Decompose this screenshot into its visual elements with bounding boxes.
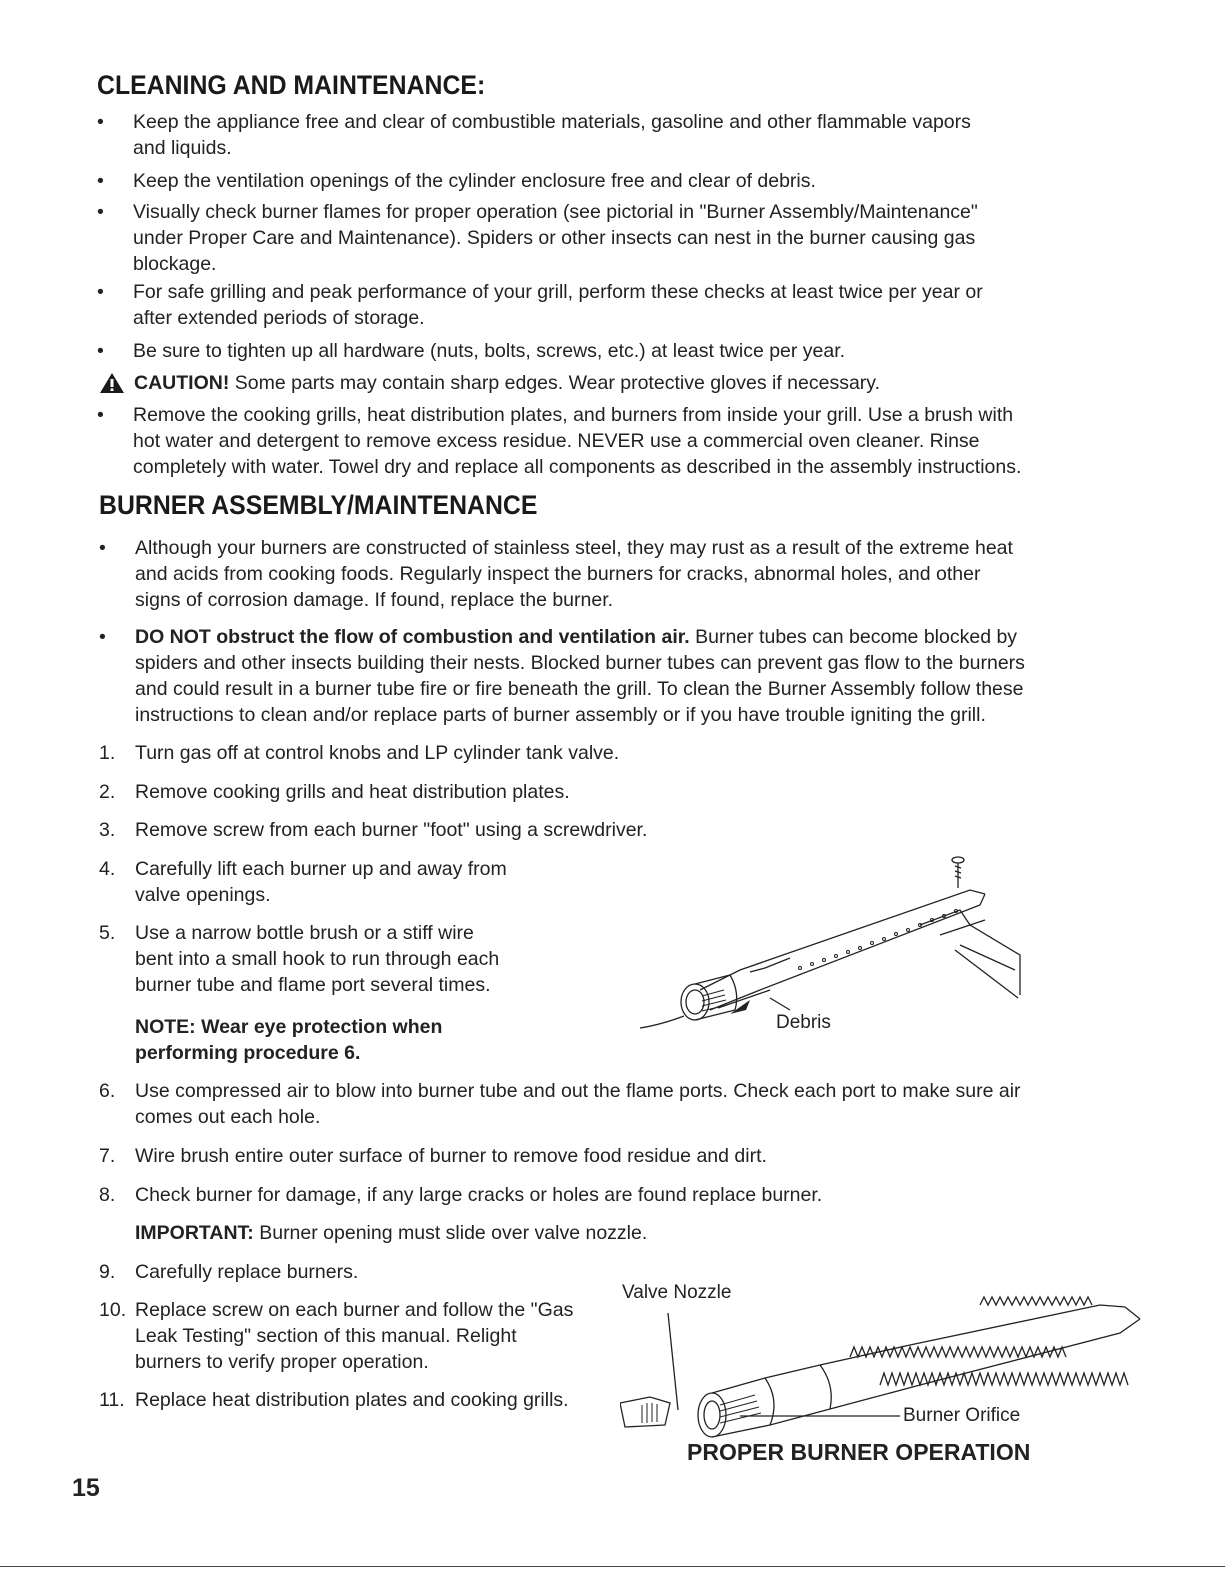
cleaning-heading: CLEANING AND MAINTENANCE: [97,70,486,100]
figure-caption: PROPER BURNER OPERATION [687,1439,1031,1465]
step-number: 4. [99,858,116,880]
step-text: Check burner for damage, if any large cracks or holes are found replace burner. [135,1184,823,1206]
caution-text: Some parts may contain sharp edges. Wear protective gloves if necessary. [229,372,880,394]
valve-nozzle-label: Valve Nozzle [622,1282,732,1303]
caution-line [134,370,880,396]
important-label: IMPORTANT: [135,1222,254,1244]
burner-orifice-label: Burner Orifice [903,1405,1021,1426]
step-number: 5. [99,922,116,944]
step-number: 1. [99,742,116,764]
burner-cleaning-illustration [640,850,1040,1050]
manual-page: CLEANING AND MAINTENANCE: • Keep the appliance free and clear of combustible materials, gasoline and other flammable vapors and liquids. • Keep the ventilation openings of the cylinder enclosure free and clear of debris. • Visually check burner flames for proper operation (see pictorial in "Burner Assembly/Maintenance" under Proper Care and Maintenance). Spiders or other insects can nest in the burner causing gas blockage. • For safe grilling and peak performance of your grill, perform these checks at least twice per year or after extended periods of storage. • Be sure to tighten up all hardware (nuts, bolts, screws, etc.) at least twice per year. CAUTION! Some parts may contain sharp edges. Wear protective gloves if necessary. • Remove the cooking grills, heat distribution plates, and burners from inside your grill. Use a brush with hot water and detergent to remove excess residue. NEVER use a commercial oven cleaner. Rinse completely with water. Towel dry and replace all components as described in the assembly instructions. BURNER ASSEMBLY/MAINTENANCE • Although your burners are constructed of stainless steel, they may rust as a result of the extreme heat and acids from cooking foods. Regularly inspect the burners for cracks, abnormal holes, and other signs of corrosion damage. If found, replace the burner. • DO NOT obstruct the flow of combustion and ventilation air. Burner tubes can become blocked by spiders and other insects building their nests. Blocked burner tubes can prevent gas flow to the burners and could result in a burner tube fire or fire beneath the grill. To clean the Burner Assembly follow these instructions to clean and/or replace parts of burner assembly or if you have trouble igniting the grill. 1. Turn gas off at control knobs and LP cylinder tank valve. 2. Remove cooking grills and heat distribution plates. 3. Remove screw from each burner "foot" using a screwdriver. 4. Carefully lift each burner up and away from valve openings. 5. Use a narrow bottle brush or a stiff wire bent into a small hook to run through each burner tube and flame port several times. NOTE: Wear eye protection when performing procedure 6. 6. Use compressed air to blow into burner tube and out the flame ports. Check each port to make sure air comes out each hole. 7. Wire brush entire outer surface of burner to remove food residue and dirt. 8. Check burner for damage, if any large cracks or holes are found replace burner. IMPORTANT: Burner opening must slide over valve nozzle. 9. Carefully replace burners. 10. Replace screw on each burner and follow the "Gas Leak Testing" section of this manual. Relight burners to verify proper operation. 11. Replace heat distribution plates and cooking grills. Debris Valve Nozzle Burner Orifice PROPER BURNER OPERATION 15 [0,0,1225,1585]
bullet-bold-text: DO NOT obstruct the flow of combustion and ventilation air. [135,626,690,648]
caution-label: CAUTION! [134,372,230,394]
step-text: Use a narrow bottle brush or a stiff wire bent into a small hook to run through each burner tube and flame port several times. [135,922,500,996]
page-number: 15 [72,1474,100,1502]
note-text: NOTE: Wear eye protection when performing procedure 6. [135,1016,443,1064]
step-number: 2. [99,781,116,803]
bullet-text: Although your burners are constructed of stainless steel, they may rust as a result of the extreme heat and acids from cooking foods. Regularly inspect the burners for cracks, abnormal holes, and other signs of corrosion damage. If found, replace the burner. [135,537,1013,611]
bullet-text: Keep the appliance free and clear of combustible materials, gasoline and other flammable vapors and liquids. [133,111,971,159]
step-number: 3. [99,819,116,841]
burner-operation-illustration [620,1285,1160,1445]
bullet-text: Remove the cooking grills, heat distribution plates, and burners from inside your grill. Use a brush with hot water and detergent to remove excess residue. NEVER use a commercial oven cleaner. Rinse completely with water. Towel dry and replace all components as described in the assembly instructions. [133,404,1022,478]
warning-triangle-icon [99,372,125,394]
bullet-text: Be sure to tighten up all hardware (nuts, bolts, screws, etc.) at least twice per year. [133,340,846,362]
step-text: Carefully lift each burner up and away from valve openings. [135,858,507,906]
page-bottom-rule [0,1566,1225,1567]
step-number: 11. [99,1389,125,1411]
bullet-rest-text: Burner tubes can become blocked by [689,626,1018,648]
step-number: 8. [99,1184,116,1206]
step-text: Carefully replace burners. [135,1261,359,1283]
step-text: Replace heat distribution plates and cooking grills. [135,1389,569,1411]
bullet-text: Keep the ventilation openings of the cylinder enclosure free and clear of debris. [133,170,816,192]
step-text: Turn gas off at control knobs and LP cylinder tank valve. [135,742,620,764]
step-number: 9. [99,1261,116,1283]
step-text: Wire brush entire outer surface of burner to remove food residue and dirt. [135,1145,767,1167]
burner-heading: BURNER ASSEMBLY/MAINTENANCE [99,490,538,520]
bullet-more-text: spiders and other insects building their nests. Blocked burner tubes can prevent gas flow to the burners and could result in a burner tube fire or fire beneath the grill. To clean the Burner Assembly follow these instructions to clean and/or replace parts of burner assembly or if you have trouble igniting the grill. [135,652,1025,726]
bullet-text [135,624,1025,728]
step-number: 10. [99,1299,127,1321]
step-text: Remove screw from each burner "foot" using a screwdriver. [135,819,648,841]
important-text: Burner opening must slide over valve nozzle. [253,1222,648,1244]
bullet-text: Visually check burner flames for proper operation (see pictorial in "Burner Assembly/Maintenance" under Proper Care and Maintenance). Spiders or other insects can nest in the burner causing gas blockage. [133,201,978,275]
step-text: Replace screw on each burner and follow the "Gas Leak Testing" section of this manual. Relight burners to verify proper operation. [135,1299,574,1373]
step-number: 7. [99,1145,116,1167]
step-text: Use compressed air to blow into burner tube and out the flame ports. Check each port to make sure air comes out each hole. [135,1080,1021,1128]
important-note [135,1220,647,1246]
step-text: Remove cooking grills and heat distribution plates. [135,781,570,803]
bullet-text: For safe grilling and peak performance of your grill, perform these checks at least twice per year or after extended periods of storage. [133,281,983,329]
step-number: 6. [99,1080,116,1102]
debris-label: Debris [776,1012,831,1033]
